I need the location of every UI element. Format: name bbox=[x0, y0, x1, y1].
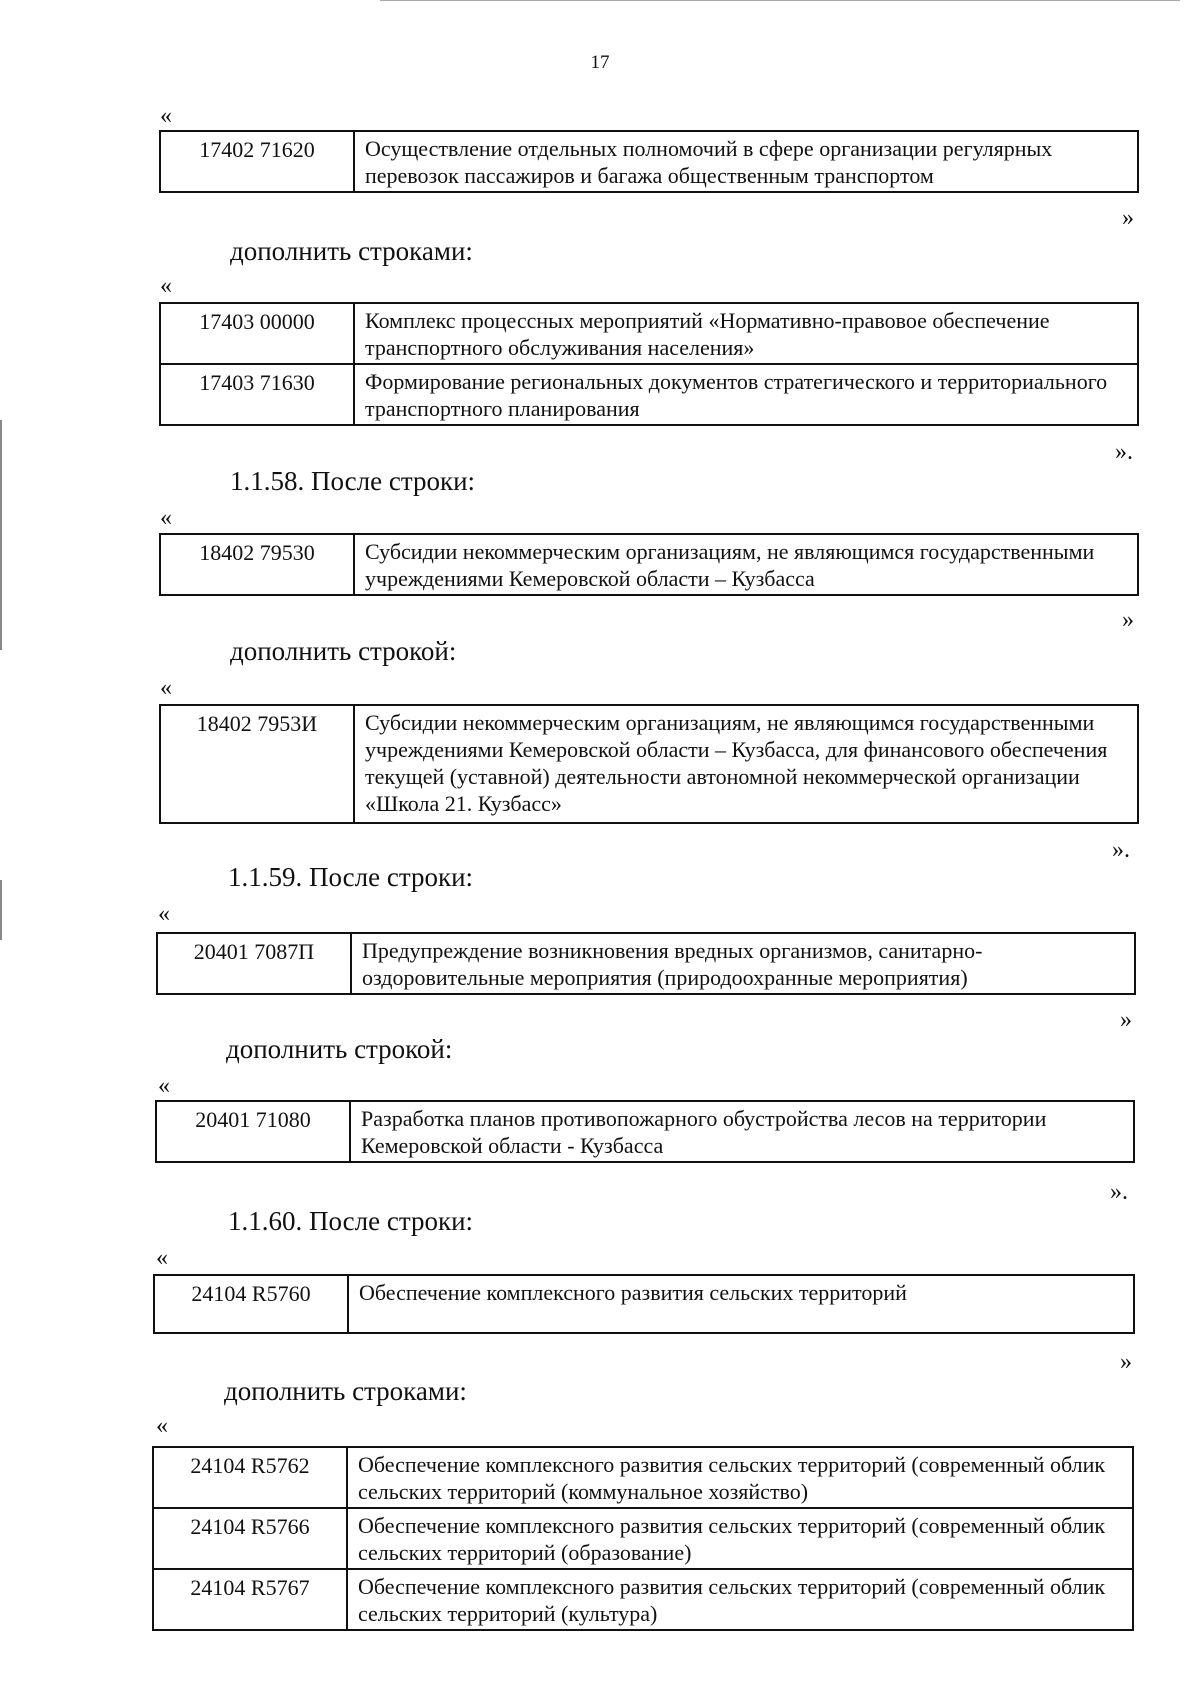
row-code: 17403 00000 bbox=[160, 303, 354, 364]
code-table bbox=[156, 932, 1136, 995]
close-quote-dot: ». bbox=[1115, 439, 1133, 465]
scan-top-line bbox=[380, 0, 1180, 1]
code-table bbox=[159, 302, 1139, 426]
code-table bbox=[159, 533, 1139, 596]
code-table bbox=[159, 704, 1139, 824]
table-row bbox=[153, 1569, 1133, 1630]
close-quote: » bbox=[1120, 1007, 1132, 1033]
code-table bbox=[153, 1274, 1135, 1334]
row-description: Обеспечение комплексного развития сельских территорий (современный облик сельских территорий (коммунальное хозяйство) bbox=[347, 1447, 1133, 1508]
open-quote: « bbox=[160, 273, 172, 299]
table-row bbox=[160, 705, 1138, 823]
add-label: дополнить строкой: bbox=[226, 1034, 453, 1064]
table-row bbox=[156, 1101, 1134, 1162]
row-code: 24104 R5760 bbox=[154, 1275, 348, 1333]
row-code: 24104 R5762 bbox=[153, 1447, 347, 1508]
scan-edge-mark bbox=[0, 420, 2, 650]
row-description: Субсидии некоммерческим организациям, не являющимся государственными учреждениями Кемеровской области – Кузбасса bbox=[354, 534, 1138, 595]
row-description: Обеспечение комплексного развития сельских территорий bbox=[348, 1275, 1134, 1333]
table-row bbox=[160, 534, 1138, 595]
table-row bbox=[157, 933, 1135, 994]
add-label: дополнить строками: bbox=[230, 236, 473, 266]
close-quote: » bbox=[1120, 1349, 1132, 1375]
row-code: 20401 71080 bbox=[156, 1101, 350, 1162]
table-row bbox=[160, 131, 1138, 192]
row-code: 18402 79530 bbox=[160, 534, 354, 595]
row-code: 17402 71620 bbox=[160, 131, 354, 192]
section-heading: 1.1.59. После строки: bbox=[228, 862, 474, 892]
table-row bbox=[153, 1447, 1133, 1508]
open-quote: « bbox=[160, 505, 172, 531]
table-row bbox=[153, 1508, 1133, 1569]
row-code: 24104 R5766 bbox=[153, 1508, 347, 1569]
open-quote: « bbox=[156, 1245, 168, 1271]
close-quote: » bbox=[1122, 205, 1134, 231]
section-heading: 1.1.58. После строки: bbox=[230, 466, 476, 496]
table-row bbox=[160, 364, 1138, 425]
close-quote-dot: ». bbox=[1112, 837, 1130, 863]
row-description: Формирование региональных документов стратегического и территориального транспортного планирования bbox=[354, 364, 1138, 425]
row-code: 24104 R5767 bbox=[153, 1569, 347, 1630]
table-row bbox=[154, 1275, 1134, 1333]
row-description: Обеспечение комплексного развития сельских территорий (современный облик сельских территорий (образование) bbox=[347, 1508, 1133, 1569]
section-heading: 1.1.60. После строки: bbox=[228, 1206, 474, 1236]
close-quote-dot: ». bbox=[1110, 1179, 1128, 1205]
row-code: 17403 71630 bbox=[160, 364, 354, 425]
row-description: Предупреждение возникновения вредных организмов, санитарно-оздоровительные мероприятия (природоохранные мероприятия) bbox=[351, 933, 1135, 994]
code-table bbox=[159, 130, 1139, 193]
open-quote: « bbox=[156, 1413, 168, 1439]
row-description: Обеспечение комплексного развития сельских территорий (современный облик сельских территорий (культура) bbox=[347, 1569, 1133, 1630]
row-description: Комплекс процессных мероприятий «Нормативно-правовое обеспечение транспортного обслуживания населения» bbox=[354, 303, 1138, 364]
open-quote: « bbox=[158, 901, 170, 927]
add-label: дополнить строками: bbox=[224, 1376, 467, 1406]
open-quote: « bbox=[158, 1073, 170, 1099]
scan-edge-mark bbox=[0, 880, 2, 940]
page-number: 17 bbox=[590, 52, 610, 73]
code-table bbox=[155, 1100, 1135, 1163]
row-description: Осуществление отдельных полномочий в сфере организации регулярных перевозок пассажиров и багажа общественным транспортом bbox=[354, 131, 1138, 192]
row-description: Разработка планов противопожарного обустройства лесов на территории Кемеровской области - Кузбасса bbox=[350, 1101, 1134, 1162]
row-description: Субсидии некоммерческим организациям, не являющимся государственными учреждениями Кемеровской области – Кузбасса, для финансового обеспечения текущей (уставной) деятельности автономной некоммерческой организации «Школа 21. Кузбасс» bbox=[354, 705, 1138, 823]
row-code: 18402 7953И bbox=[160, 705, 354, 823]
open-quote: « bbox=[160, 103, 172, 129]
add-label: дополнить строкой: bbox=[230, 636, 457, 666]
row-code: 20401 7087П bbox=[157, 933, 351, 994]
code-table bbox=[152, 1446, 1134, 1631]
table-row bbox=[160, 303, 1138, 364]
open-quote: « bbox=[160, 675, 172, 701]
close-quote: » bbox=[1122, 607, 1134, 633]
